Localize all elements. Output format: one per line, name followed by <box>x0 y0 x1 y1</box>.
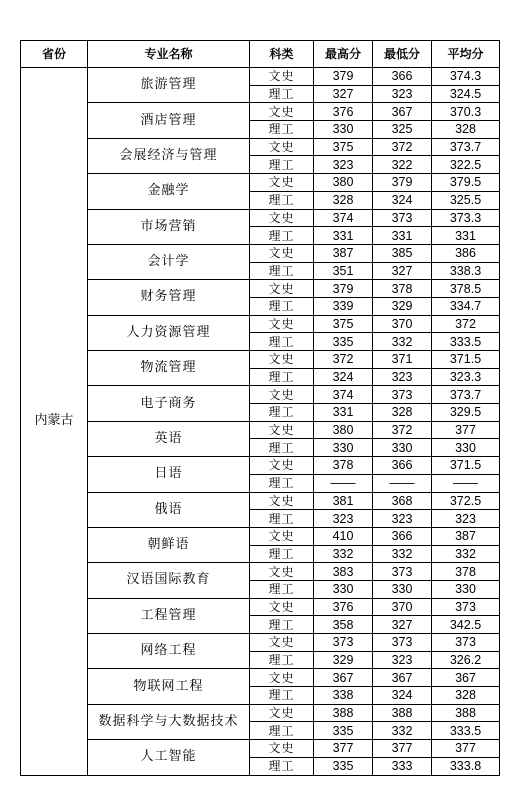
major-name-cell: 网络工程 <box>88 634 250 669</box>
avg-score-cell: 373.7 <box>432 138 500 156</box>
min-score-cell: 330 <box>373 439 432 457</box>
major-name-cell: 英语 <box>88 421 250 456</box>
category-cell: 理工 <box>250 191 314 209</box>
avg-score-cell: 333.5 <box>432 722 500 740</box>
min-score-cell: 329 <box>373 297 432 315</box>
table-row <box>21 704 500 722</box>
category-cell: 文史 <box>250 634 314 652</box>
min-score-cell: 332 <box>373 722 432 740</box>
max-score-cell: 376 <box>314 598 373 616</box>
category-cell: 理工 <box>250 616 314 634</box>
major-name-cell: 酒店管理 <box>88 103 250 138</box>
table-row <box>21 244 500 262</box>
min-score-cell: 323 <box>373 510 432 528</box>
category-cell: 理工 <box>250 333 314 351</box>
min-score-cell: 388 <box>373 704 432 722</box>
avg-score-cell: 373 <box>432 634 500 652</box>
min-score-cell: 372 <box>373 421 432 439</box>
min-score-cell: 373 <box>373 634 432 652</box>
max-score-cell: 323 <box>314 156 373 174</box>
category-cell: 文史 <box>250 209 314 227</box>
category-cell: 理工 <box>250 545 314 563</box>
max-score-cell: 373 <box>314 634 373 652</box>
category-cell: 理工 <box>250 121 314 139</box>
avg-score-cell: 330 <box>432 439 500 457</box>
table-row <box>21 138 500 156</box>
min-score-cell: 373 <box>373 386 432 404</box>
header-category: 科类 <box>250 41 314 68</box>
max-score-cell: 351 <box>314 262 373 280</box>
table-row <box>21 563 500 581</box>
category-cell: 文史 <box>250 740 314 758</box>
avg-score-cell: 372.5 <box>432 492 500 510</box>
min-score-cell: 323 <box>373 85 432 103</box>
max-score-cell: 331 <box>314 404 373 422</box>
avg-score-cell: 377 <box>432 740 500 758</box>
max-score-cell: 367 <box>314 669 373 687</box>
min-score-cell: 366 <box>373 457 432 475</box>
min-score-cell: 373 <box>373 563 432 581</box>
max-score-cell: 378 <box>314 457 373 475</box>
table-row <box>21 634 500 652</box>
table-row <box>21 669 500 687</box>
min-score-cell: 325 <box>373 121 432 139</box>
category-cell: 理工 <box>250 368 314 386</box>
max-score-cell: 335 <box>314 333 373 351</box>
category-cell: 理工 <box>250 510 314 528</box>
max-score-cell: —— <box>314 474 373 492</box>
category-cell: 文史 <box>250 563 314 581</box>
category-cell: 理工 <box>250 722 314 740</box>
category-cell: 文史 <box>250 315 314 333</box>
category-cell: 理工 <box>250 227 314 245</box>
category-cell: 理工 <box>250 651 314 669</box>
category-cell: 理工 <box>250 580 314 598</box>
max-score-cell: 330 <box>314 580 373 598</box>
category-cell: 理工 <box>250 297 314 315</box>
avg-score-cell: 374.3 <box>432 68 500 86</box>
min-score-cell: 323 <box>373 368 432 386</box>
max-score-cell: 324 <box>314 368 373 386</box>
max-score-cell: 375 <box>314 315 373 333</box>
table-row <box>21 527 500 545</box>
avg-score-cell: 387 <box>432 527 500 545</box>
header-row <box>21 41 500 68</box>
category-cell: 文史 <box>250 598 314 616</box>
avg-score-cell: 323 <box>432 510 500 528</box>
category-cell: 理工 <box>250 687 314 705</box>
avg-score-cell: 373.3 <box>432 209 500 227</box>
category-cell: 文史 <box>250 386 314 404</box>
table-row <box>21 386 500 404</box>
major-name-cell: 市场营销 <box>88 209 250 244</box>
max-score-cell: 387 <box>314 244 373 262</box>
category-cell: 文史 <box>250 421 314 439</box>
min-score-cell: 385 <box>373 244 432 262</box>
avg-score-cell: —— <box>432 474 500 492</box>
max-score-cell: 332 <box>314 545 373 563</box>
province-cell: 内蒙古 <box>21 68 88 776</box>
max-score-cell: 375 <box>314 138 373 156</box>
table-row <box>21 457 500 475</box>
avg-score-cell: 323.3 <box>432 368 500 386</box>
min-score-cell: 370 <box>373 315 432 333</box>
major-name-cell: 人工智能 <box>88 740 250 775</box>
major-name-cell: 物联网工程 <box>88 669 250 704</box>
min-score-cell: 370 <box>373 598 432 616</box>
category-cell: 文史 <box>250 527 314 545</box>
max-score-cell: 410 <box>314 527 373 545</box>
category-cell: 文史 <box>250 351 314 369</box>
category-cell: 理工 <box>250 156 314 174</box>
major-name-cell: 数据科学与大数据技术 <box>88 704 250 739</box>
max-score-cell: 388 <box>314 704 373 722</box>
min-score-cell: —— <box>373 474 432 492</box>
max-score-cell: 327 <box>314 85 373 103</box>
max-score-cell: 383 <box>314 563 373 581</box>
header-province: 省份 <box>21 41 88 68</box>
max-score-cell: 372 <box>314 351 373 369</box>
max-score-cell: 376 <box>314 103 373 121</box>
table-row <box>21 68 500 86</box>
category-cell: 文史 <box>250 174 314 192</box>
min-score-cell: 330 <box>373 580 432 598</box>
max-score-cell: 329 <box>314 651 373 669</box>
category-cell: 理工 <box>250 757 314 775</box>
table-body <box>21 68 500 776</box>
max-score-cell: 381 <box>314 492 373 510</box>
max-score-cell: 338 <box>314 687 373 705</box>
max-score-cell: 328 <box>314 191 373 209</box>
category-cell: 理工 <box>250 404 314 422</box>
table-row <box>21 174 500 192</box>
avg-score-cell: 333.5 <box>432 333 500 351</box>
min-score-cell: 366 <box>373 68 432 86</box>
min-score-cell: 366 <box>373 527 432 545</box>
major-name-cell: 日语 <box>88 457 250 492</box>
category-cell: 文史 <box>250 280 314 298</box>
avg-score-cell: 322.5 <box>432 156 500 174</box>
avg-score-cell: 378.5 <box>432 280 500 298</box>
avg-score-cell: 333.8 <box>432 757 500 775</box>
header-min-score: 最低分 <box>373 41 432 68</box>
max-score-cell: 339 <box>314 297 373 315</box>
table-row <box>21 740 500 758</box>
avg-score-cell: 377 <box>432 421 500 439</box>
min-score-cell: 332 <box>373 545 432 563</box>
avg-score-cell: 329.5 <box>432 404 500 422</box>
avg-score-cell: 388 <box>432 704 500 722</box>
avg-score-cell: 328 <box>432 121 500 139</box>
min-score-cell: 368 <box>373 492 432 510</box>
major-name-cell: 电子商务 <box>88 386 250 421</box>
table-row <box>21 280 500 298</box>
major-name-cell: 财务管理 <box>88 280 250 315</box>
admission-score-table <box>20 40 500 776</box>
table-row <box>21 209 500 227</box>
max-score-cell: 335 <box>314 757 373 775</box>
min-score-cell: 324 <box>373 191 432 209</box>
min-score-cell: 331 <box>373 227 432 245</box>
min-score-cell: 371 <box>373 351 432 369</box>
category-cell: 文史 <box>250 704 314 722</box>
min-score-cell: 327 <box>373 262 432 280</box>
max-score-cell: 380 <box>314 421 373 439</box>
category-cell: 文史 <box>250 138 314 156</box>
category-cell: 理工 <box>250 474 314 492</box>
max-score-cell: 358 <box>314 616 373 634</box>
category-cell: 文史 <box>250 68 314 86</box>
avg-score-cell: 328 <box>432 687 500 705</box>
min-score-cell: 379 <box>373 174 432 192</box>
min-score-cell: 332 <box>373 333 432 351</box>
major-name-cell: 旅游管理 <box>88 68 250 103</box>
category-cell: 文史 <box>250 244 314 262</box>
table-row <box>21 351 500 369</box>
max-score-cell: 331 <box>314 227 373 245</box>
max-score-cell: 380 <box>314 174 373 192</box>
min-score-cell: 327 <box>373 616 432 634</box>
table-row <box>21 315 500 333</box>
avg-score-cell: 371.5 <box>432 351 500 369</box>
max-score-cell: 377 <box>314 740 373 758</box>
major-name-cell: 人力资源管理 <box>88 315 250 350</box>
min-score-cell: 378 <box>373 280 432 298</box>
max-score-cell: 323 <box>314 510 373 528</box>
min-score-cell: 367 <box>373 669 432 687</box>
min-score-cell: 324 <box>373 687 432 705</box>
min-score-cell: 323 <box>373 651 432 669</box>
major-name-cell: 俄语 <box>88 492 250 527</box>
table-row <box>21 103 500 121</box>
min-score-cell: 367 <box>373 103 432 121</box>
avg-score-cell: 371.5 <box>432 457 500 475</box>
max-score-cell: 374 <box>314 386 373 404</box>
avg-score-cell: 338.3 <box>432 262 500 280</box>
major-name-cell: 朝鲜语 <box>88 527 250 562</box>
avg-score-cell: 334.7 <box>432 297 500 315</box>
avg-score-cell: 370.3 <box>432 103 500 121</box>
max-score-cell: 379 <box>314 280 373 298</box>
max-score-cell: 330 <box>314 439 373 457</box>
min-score-cell: 373 <box>373 209 432 227</box>
header-major: 专业名称 <box>88 41 250 68</box>
max-score-cell: 374 <box>314 209 373 227</box>
avg-score-cell: 332 <box>432 545 500 563</box>
min-score-cell: 328 <box>373 404 432 422</box>
major-name-cell: 会计学 <box>88 244 250 279</box>
avg-score-cell: 324.5 <box>432 85 500 103</box>
min-score-cell: 333 <box>373 757 432 775</box>
avg-score-cell: 326.2 <box>432 651 500 669</box>
category-cell: 文史 <box>250 103 314 121</box>
avg-score-cell: 330 <box>432 580 500 598</box>
major-name-cell: 物流管理 <box>88 351 250 386</box>
avg-score-cell: 373 <box>432 598 500 616</box>
major-name-cell: 金融学 <box>88 174 250 209</box>
category-cell: 文史 <box>250 669 314 687</box>
max-score-cell: 379 <box>314 68 373 86</box>
category-cell: 理工 <box>250 439 314 457</box>
major-name-cell: 汉语国际教育 <box>88 563 250 598</box>
avg-score-cell: 367 <box>432 669 500 687</box>
max-score-cell: 330 <box>314 121 373 139</box>
avg-score-cell: 373.7 <box>432 386 500 404</box>
header-max-score: 最高分 <box>314 41 373 68</box>
category-cell: 文史 <box>250 457 314 475</box>
min-score-cell: 372 <box>373 138 432 156</box>
min-score-cell: 377 <box>373 740 432 758</box>
category-cell: 文史 <box>250 492 314 510</box>
avg-score-cell: 325.5 <box>432 191 500 209</box>
min-score-cell: 322 <box>373 156 432 174</box>
avg-score-cell: 379.5 <box>432 174 500 192</box>
avg-score-cell: 331 <box>432 227 500 245</box>
major-name-cell: 工程管理 <box>88 598 250 633</box>
category-cell: 理工 <box>250 85 314 103</box>
table-row <box>21 421 500 439</box>
avg-score-cell: 372 <box>432 315 500 333</box>
avg-score-cell: 378 <box>432 563 500 581</box>
major-name-cell: 会展经济与管理 <box>88 138 250 173</box>
avg-score-cell: 386 <box>432 244 500 262</box>
max-score-cell: 335 <box>314 722 373 740</box>
header-avg-score: 平均分 <box>432 41 500 68</box>
table-row <box>21 492 500 510</box>
category-cell: 理工 <box>250 262 314 280</box>
table-row <box>21 598 500 616</box>
avg-score-cell: 342.5 <box>432 616 500 634</box>
